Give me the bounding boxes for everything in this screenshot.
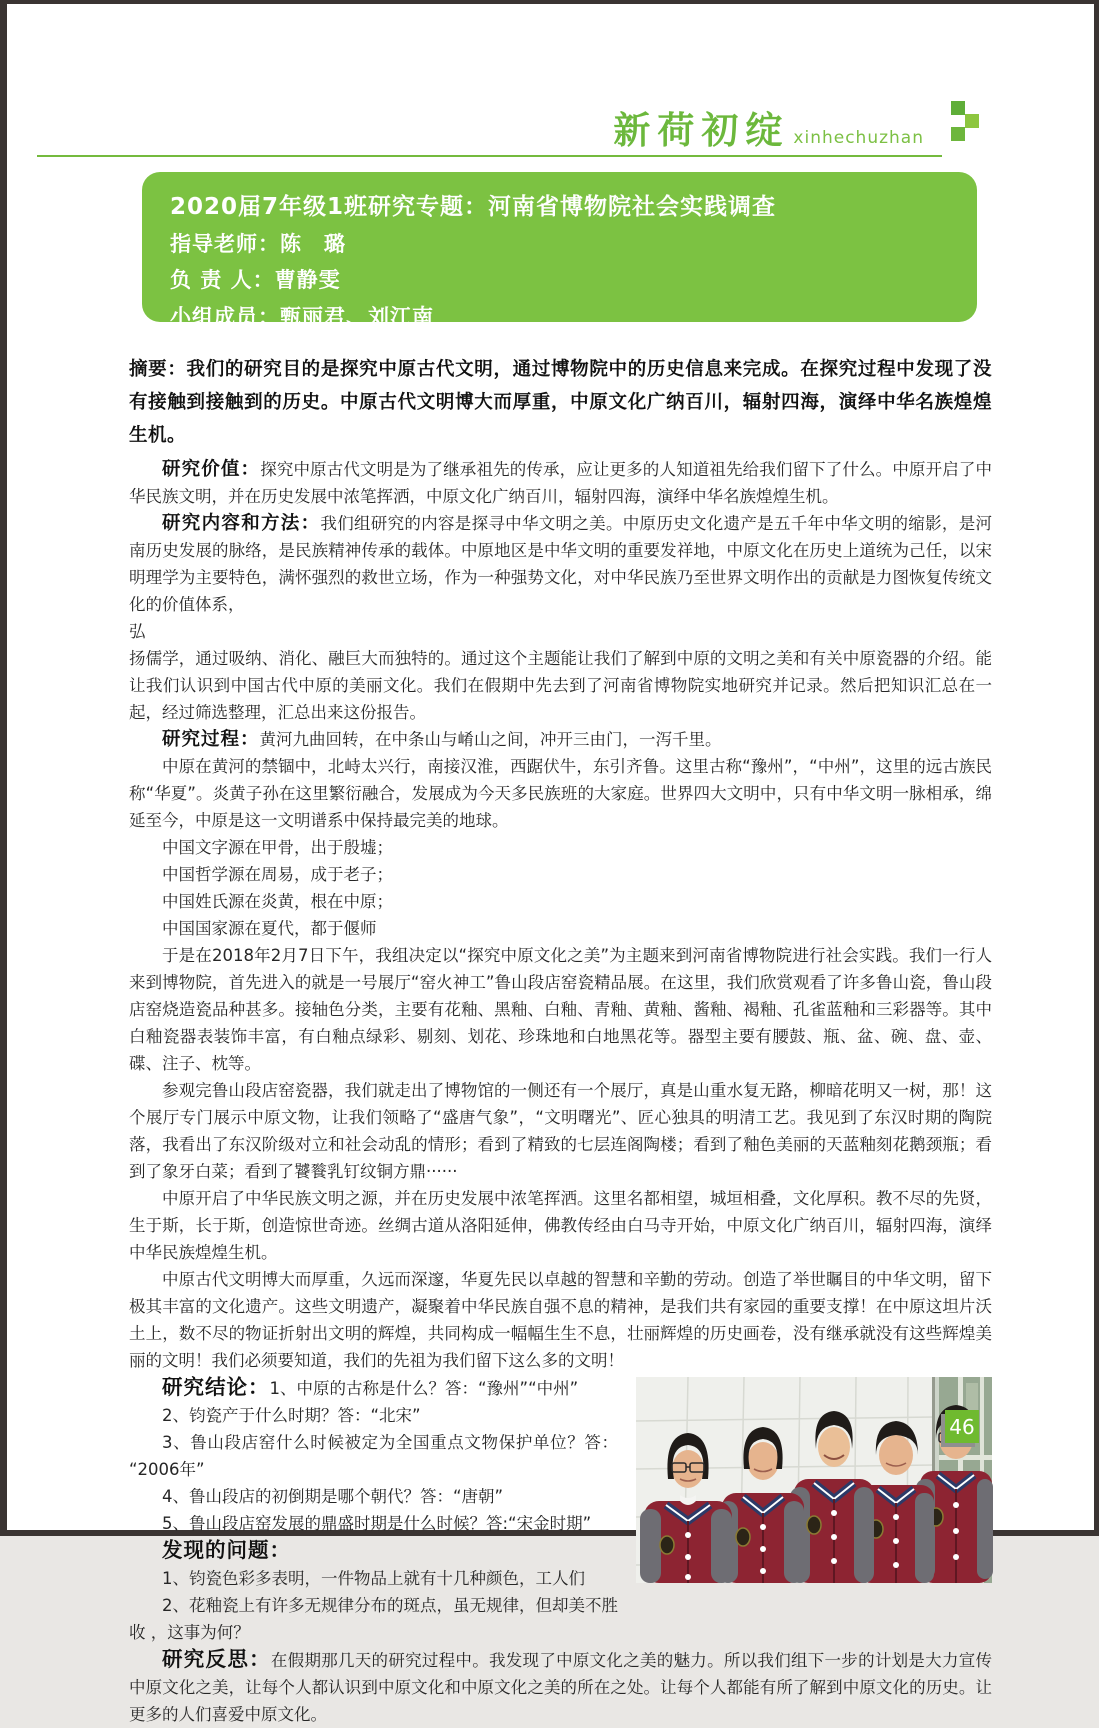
research-topic-title: 2020届7年级1班研究专题：河南省博物院社会实践调查 (170, 194, 777, 220)
section-research-value: 研究价值：探究中原古代文明是为了继承祖先的传承，应让更多的人知道祖先给我们留下了什么。中原开启了中华民族文明，并在历史发展中浓笔挥洒，中原文化广纳百川，辐射四海，演绎中华名族煌煌生机。 (129, 459, 992, 506)
page-number: 46 (949, 1414, 975, 1439)
paragraph: 中原在黄河的禁锢中，北峙太兴行，南接汉淮，西踞伏牛，东引齐鲁。这里古称“豫州”，“中州”，这里的远古族民称“华夏”。炎黄子孙在这里繁衍融合，发展成为今天多民族班的大家庭。世界四大文明中，只有中华文明一脉相承，绵延至今，中原是这一文明谱系中保持最完美的地球。 (129, 757, 992, 830)
section-heading: 研究内容和方法： (162, 513, 321, 534)
section-heading: 研究过程： (162, 729, 260, 750)
section-heading: 研究反思： (162, 1647, 271, 1671)
logo-pinyin: xinhechuzhan (793, 128, 924, 148)
section-conclusion: 研究结论：1、中原的古称是什么？答：“豫州”“中州” (162, 1375, 579, 1399)
section-reflection: 研究反思：在假期那几天的研究过程中。我发现了中原文化之美的魅力。所以我们组下一步的计划是大力宣传中原文化之美，让每个人都认识到中原文化和中原文化之美的所在之处。让每个人都能有所了解到中原文化的历史。让更多的人们喜爱中原文化。 (129, 1647, 993, 1724)
problem-line: 2、花釉瓷上有许多无规律分布的斑点，虽无规律，但却美不胜收 ，这事为何？ (129, 1596, 618, 1642)
qa-line: 5、鲁山段店窑发展的鼎盛时期是什么时候？答:“宋金时期” (162, 1514, 592, 1533)
leader-line: 负 责 人：曹静雯 (170, 268, 341, 292)
list-line: 中国姓氏源在炎黄，根在中原； (162, 892, 393, 911)
section-heading: 研究结论： (162, 1375, 270, 1399)
list-line: 中国哲学源在周易，成于老子； (162, 865, 393, 884)
logo-square-icon (951, 101, 965, 115)
list-line: 中国国家源在夏代，都于偃师 (162, 919, 377, 938)
page-number-badge (945, 1410, 979, 1443)
group-photo (636, 1377, 992, 1583)
header-rule (37, 155, 942, 157)
members-line: 小组成员：甄丽君、刘江南 (170, 304, 434, 329)
section-content-method: 研究内容和方法：我们组研究的内容是探寻中华文明之美。中原历史文化遗产是五千年中华文明的缩影，是河南历史发展的脉络，是民族精神传承的载体。中原地区是中华文明的重要发祥地，中原文化在历史上道统为己任，以宋明理学为主要特色，满怀强烈的救世立场，作为一种强势文化，对中华民族乃至世界文明作出的贡献是力图恢复传统文化的价值体系， 弘 扬儒学，通过吸纳、消化、融巨大而独特的。通过这个主题能让我们了解到中原的文明之美和有关中原瓷器的介绍。能让我们认识到中国古代中原的美丽文化。我们在假期中先去到了河南省博物院实地研究并记录。然后把知识汇总在一起，经过筛选整理，汇总出来这份报告。 (129, 513, 992, 722)
logo-square-icon (965, 114, 979, 128)
magazine-logo (613, 100, 924, 154)
article-body (129, 353, 992, 1728)
section-heading: 研究价值： (162, 459, 261, 480)
paragraph: 中原古代文明博大而厚重，久远而深邃，华夏先民以卓越的智慧和辛勤的劳动。创造了举世瞩目的中华文明，留下极其丰富的文化遗产。这些文明遗产，凝聚着中华民族自强不息的精神，是我们共有家园的重要支撑！在中原这坦片沃土上，数不尽的物证折射出文明的辉煌，共同构成一幅幅生生不息，壮丽辉煌的历史画卷，没有继承就没有这些辉煌美丽的文明！我们必须要知道，我们的先祖为我们留下这么多的文明！ (129, 1270, 992, 1370)
paragraph: 中原开启了中华民族文明之源，并在历史发展中浓笔挥洒。这里名都相望，城垣相叠，文化厚积。教不尽的先贤，生于斯，长于斯，创造惊世奇迹。丝绸古道从洛阳延伸，佛教传经由白马寺开始，中原文化广纳百川，辐射四海，演绎中华民族煌煌生机。 (129, 1189, 992, 1262)
group-photo-illustration (636, 1377, 992, 1583)
section-process: 研究过程：黄河九曲回转，在中条山与崤山之间，冲开三由门，一泻千里。 (162, 729, 722, 750)
abstract: 摘要：我们的研究目的是探究中原古代文明，通过博物院中的历史信息来完成。在探究过程中发现了没有接触到接触到的历史。中原古代文明博大而厚重，中原文化广纳百川，辐射四海，演绎中华名族煌煌生机。 (129, 359, 992, 446)
paragraph: 参观完鲁山段店窑瓷器，我们就走出了博物馆的一侧还有一个展厅，真是山重水复无路，柳暗花明又一树，那！这个展厅专门展示中原文物，让我们领略了“盛唐气象”，“文明曙光”、匠心独具的明清工艺。我见到了东汉时期的陶院落，我看出了东汉阶级对立和社会动乱的情形；看到了精致的七层连阁陶楼；看到了釉色美丽的天蓝釉刻花鹅颈瓶；看到了象牙白菜；看到了饕餮乳钉纹铜方鼎······ (129, 1081, 992, 1181)
qa-line: 4、鲁山段店的初倒期是哪个朝代？答：“唐朝” (162, 1487, 504, 1506)
logo-chinese: 新荷初绽 (613, 109, 790, 152)
qa-line: 2、钧瓷产于什么时期？答：“北宋” (162, 1406, 421, 1425)
qa-line: 3、鲁山段店窑什么时候被定为全国重点文物保护单位？答：“2006年” (129, 1433, 618, 1479)
logo-square-icon (951, 127, 965, 141)
section-heading: 发现的问题： (162, 1538, 291, 1562)
title-box (142, 172, 977, 329)
list-line: 中国文字源在甲骨，出于殷墟； (162, 838, 393, 857)
problem-line: 1、钧瓷色彩多表明，一件物品上就有十几种颜色，工人们 (162, 1569, 585, 1588)
advisor-line: 指导老师：陈 璐 (170, 231, 346, 256)
paragraph: 于是在2018年2月7日下午，我组决定以“探究中原文化之美”为主题来到河南省博物院进行社会实践。我们一行人来到博物院，首先进入的就是一号展厅“窑火神工”鲁山段店窑瓷精品展。在这里，我们欣赏观看了许多鲁山瓷，鲁山段店窑烧造瓷品种甚多。接轴色分类，主要有花釉、黑釉、白釉、青釉、黄釉、酱釉、褐釉、孔雀蓝釉和三彩器等。其中白釉瓷器表装饰丰富，有白釉点绿彩、剔刻、划花、珍珠地和白地黑花等。器型主要有腰鼓、瓶、盆、碗、盘、壶、碟、注子、枕等。 (129, 946, 992, 1073)
